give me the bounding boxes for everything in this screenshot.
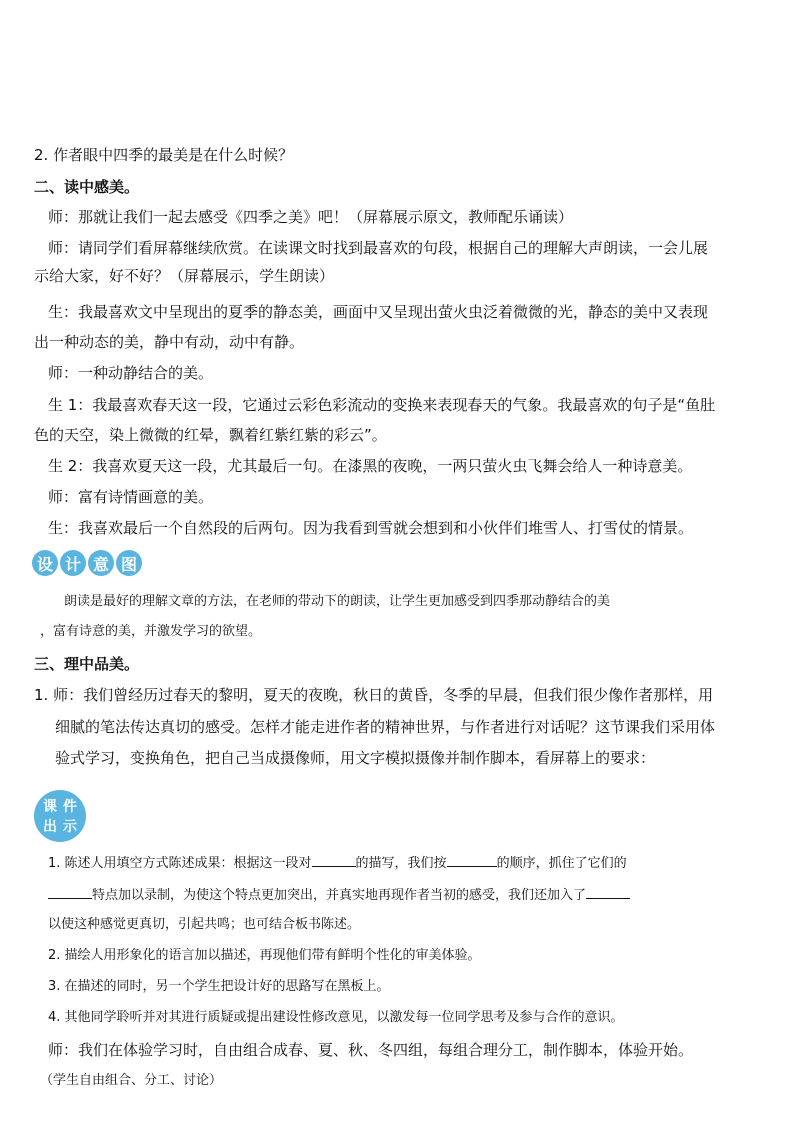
question-2: 2. 作者眼中四季的最美是在什么时候？ (34, 146, 294, 164)
fill-blank (586, 884, 630, 899)
student-line-2a: 生 1：我最喜欢春天这一段，它通过云彩色彩流动的变换来表现春天的气象。我最喜欢的句子是“鱼肚 (48, 396, 716, 414)
paragraph-1a: 1. 师：我们曾经历过春天的黎明，夏天的夜晚，秋日的黄昏，冬季的早晨，但我们很少像作者那样，用 (34, 686, 714, 704)
badge-char: 示 (63, 819, 77, 835)
courseware-item-4: 4. 其他同学聆听并对其进行质疑或提出建设性修改意见，以激发每一位同学思考及参与合作的意识。 (48, 1010, 624, 1025)
badge-char: 课 (43, 799, 57, 815)
badge-char: 图 (116, 550, 142, 576)
fill-blank (48, 884, 92, 899)
section-heading-2: 二、读中感美。 (34, 178, 140, 196)
teacher-line-2a: 师：请同学们看屏幕继续欣赏。在读课文时找到最喜欢的句段，根据自己的理解大声朗读，一会儿展 (48, 239, 709, 257)
student-line-2b: 色的天空，染上微微的红晕，飘着红紫红紫的彩云”。 (34, 426, 387, 444)
paragraph-1b: 细腻的笔法传达真切的感受。怎样才能走进作者的精神世界，与作者进行对话呢？这节课我们采用体 (55, 718, 716, 736)
courseware-badge (34, 790, 86, 842)
courseware-item-1c: 以使这种感觉更真切，引起共鸣；也可结合板书陈述。 (48, 917, 361, 932)
student-line-3: 生 2：我喜欢夏天这一段，尤其最后一句。在漆黑的夜晚，一两只萤火虫飞舞会给人一种诗意美。 (48, 457, 693, 475)
courseware-item-2: 2. 描绘人用形象化的语言加以描述，再现他们带有鲜明个性化的审美体验。 (48, 948, 481, 963)
activity-note: （学生自由组合、分工、讨论） (40, 1073, 223, 1088)
student-line-1a: 生：我最喜欢文中呈现出的夏季的静态美，画面中又呈现出萤火虫泛着微微的光，静态的美中又表现 (48, 303, 709, 321)
teacher-line-2b: 示给大家，好不好？（屏幕展示，学生朗读） (34, 267, 335, 285)
paragraph-1c: 验式学习，变换角色，把自己当成摄像师，用文字模拟摄像并制作脚本，看屏幕上的要求： (55, 749, 656, 767)
teacher-line-4: 师：富有诗情画意的美。 (48, 488, 214, 506)
section-heading-3: 三、理中品美。 (34, 655, 140, 673)
design-intent-badge (32, 550, 142, 576)
design-intent-text-a: 朗读是最好的理解文章的方法，在老师的带动下的朗读，让学生更加感受到四季那动静结合的美 (64, 594, 611, 609)
badge-char: 设 (32, 550, 58, 576)
design-intent-text-b: ，富有诗意的美，并激发学习的欲望。 (40, 624, 262, 639)
teacher-line-5: 师：我们在体验学习时，自由组合成春、夏、秋、冬四组，每组合理分工，制作脚本，体验开始。 (48, 1041, 694, 1059)
fill-blank (312, 852, 356, 867)
fill-blank (447, 852, 497, 867)
courseware-item-1b: 特点加以录制，为使这个特点更加突出，并真实地再现作者当初的感受，我们还加入了 (48, 884, 630, 906)
badge-char: 计 (60, 550, 86, 576)
badge-char: 出 (43, 819, 57, 835)
badge-char: 意 (88, 550, 114, 576)
teacher-line-1: 师：那就让我们一起去感受《四季之美》吧！（屏幕展示原文，教师配乐诵读） (48, 208, 574, 226)
student-line-1b: 出一种动态的美，静中有动，动中有静。 (34, 333, 305, 351)
badge-char: 件 (63, 799, 77, 815)
courseware-item-3: 3. 在描述的同时，另一个学生把设计好的思路写在黑板上。 (48, 979, 390, 994)
teacher-line-3: 师：一种动静结合的美。 (48, 364, 214, 382)
student-line-4: 生：我喜欢最后一个自然段的后两句。因为我看到雪就会想到和小伙伴们堆雪人、打雪仗的情景。 (48, 519, 694, 537)
courseware-item-1a: 1. 陈述人用填空方式陈述成果：根据这一段对 的描写，我们按 的顺序，抓住了它们的 (48, 852, 627, 874)
